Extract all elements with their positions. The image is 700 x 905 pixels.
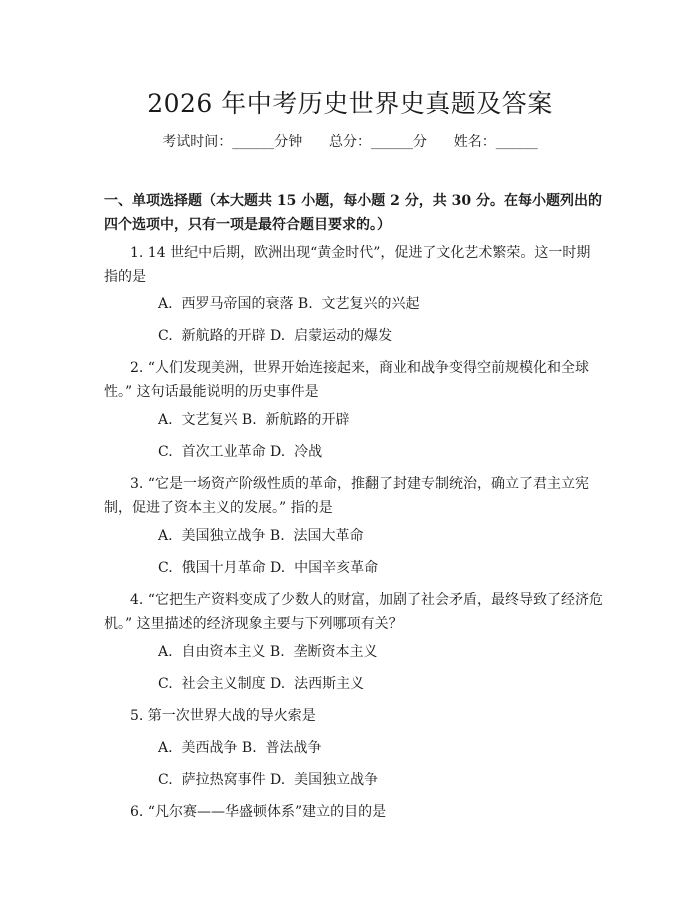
question-3: 3. “它是一场资产阶级性质的革命，推翻了封建专制统治，确立了君主立宪制，促进了资本主义的发展。” 指的是 [104,476,589,516]
question-2-options-cd: C. 首次工业革命 D. 冷战 [158,444,323,460]
question-2-options-ab: A. 文艺复兴 B. 新航路的开辟 [158,412,350,428]
question-3-options-ab: A. 美国独立战争 B. 法国大革命 [158,528,364,544]
question-6: 6. “凡尔赛——华盛顿体系”建立的目的是 [130,804,387,820]
section-heading: 一、单项选择题（本大题共 15 小题，每小题 2 分，共 30 分。在每小题列出的四个选项中，只有一项是最符合题目要求的。） [104,193,602,233]
question-4-options-ab: A. 自由资本主义 B. 垄断资本主义 [158,644,378,660]
question-5-options-ab: A. 美西战争 B. 普法战争 [158,740,322,756]
question-5: 5. 第一次世界大战的导火索是 [130,708,316,724]
question-3-options-cd: C. 俄国十月革命 D. 中国辛亥革命 [158,560,379,576]
question-1: 1. 14 世纪中后期，欧洲出现“黄金时代”，促进了文化艺术繁荣。这一时期指的是 [104,245,591,285]
question-4-options-cd: C. 社会主义制度 D. 法西斯主义 [158,676,365,692]
question-2: 2. “人们发现美洲，世界开始连接起来，商业和战争变得空前规模化和全球性。” 这句话最能说明的历史事件是 [104,360,589,400]
question-1-options-cd: C. 新航路的开辟 D. 启蒙运动的爆发 [158,328,393,344]
exam-meta-line: 考试时间：______分钟 总分：______分 姓名：______ [162,134,538,150]
question-4: 4. “它把生产资料变成了少数人的财富，加剧了社会矛盾，最终导致了经济危机。” 这里描述的经济现象主要与下列哪项有关？ [104,592,603,632]
question-5-options-cd: C. 萨拉热窝事件 D. 美国独立战争 [158,772,379,788]
question-1-options-ab: A. 西罗马帝国的衰落 B. 文艺复兴的兴起 [158,296,420,312]
page-title: 2026 年中考历史世界史真题及答案 [147,89,553,118]
